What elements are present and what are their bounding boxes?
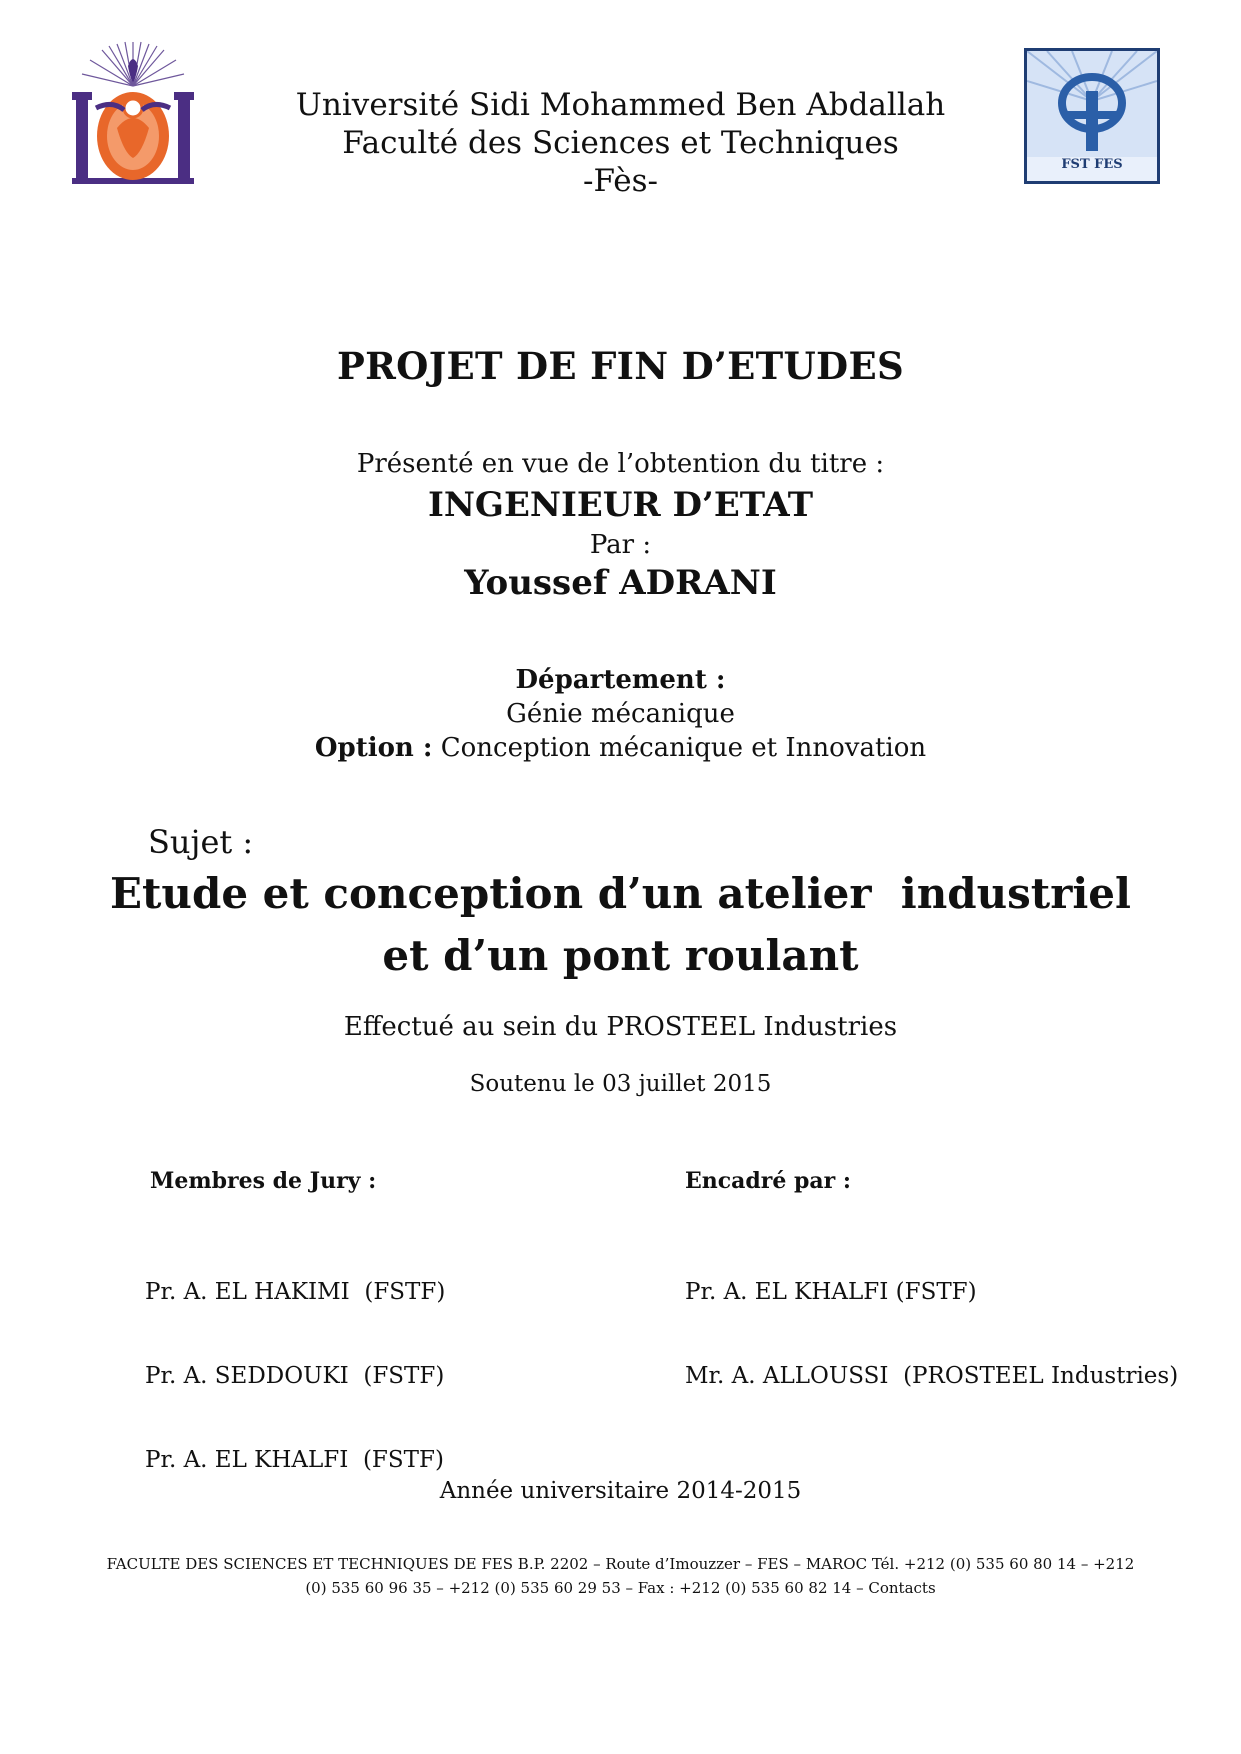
document-title: PROJET DE FIN D’ETUDES — [337, 344, 904, 388]
jury-member: Pr. A. SEDDOUKI (FSTF) — [145, 1363, 445, 1389]
supervisor: Mr. A. ALLOUSSI (PROSTEEL Industries) — [685, 1363, 1179, 1389]
supervisor: Pr. A. EL KHALFI (FSTF) — [685, 1279, 977, 1305]
footer-address — [0, 1552, 1241, 1600]
supervisors-list — [685, 1222, 1178, 1418]
degree-title: INGENIEUR D’ETAT — [427, 485, 814, 525]
option-value: Conception mécanique et Innovation — [432, 733, 927, 763]
university-name: Université Sidi Mohammed Ben Abdallah — [295, 87, 946, 123]
institution-header — [0, 86, 1241, 200]
option-label: Option : — [314, 733, 433, 763]
defense-date: Soutenu le 03 juillet 2015 — [469, 1071, 772, 1097]
jury-member: Pr. A. EL HAKIMI (FSTF) — [145, 1279, 446, 1305]
by-label: Par : — [589, 530, 652, 560]
subject-label: Sujet : — [148, 823, 254, 861]
department-name: Génie mécanique — [506, 699, 735, 729]
jury-list — [145, 1222, 445, 1502]
presented-for-text: Présenté en vue de l’obtention du titre : — [356, 449, 885, 479]
academic-year: Année universitaire 2014-2015 — [439, 1478, 802, 1504]
footer-line1: FACULTE DES SCIENCES ET TECHNIQUES DE FES B.P. 2202 – Route d’Imouzzer – FES – MAROC Tél. +212 (0) 535 60 80 14 – +212 — [106, 1555, 1135, 1573]
author-name: Youssef ADRANI — [464, 563, 777, 603]
supervisors-title: Encadré par : — [685, 1168, 852, 1194]
fst-fes-logo-text: FST FES — [1061, 157, 1123, 172]
footer-line2: (0) 535 60 96 35 – +212 (0) 535 60 29 53 – Fax : +212 (0) 535 60 82 14 – Contacts — [305, 1579, 936, 1597]
jury-title: Membres de Jury : — [150, 1168, 377, 1194]
city-name: -Fès- — [582, 163, 659, 199]
jury-member: Pr. A. EL KHALFI (FSTF) — [145, 1447, 444, 1473]
faculty-name: Faculté des Sciences et Techniques — [342, 125, 899, 161]
subject-title-line1: Etude et conception d’un atelier industriel — [110, 869, 1131, 918]
subject-title-line2: et d’un pont roulant — [382, 931, 859, 980]
company-line: Effectué au sein du PROSTEEL Industries — [343, 1012, 898, 1042]
department-label: Département : — [515, 665, 726, 695]
option-line — [0, 733, 1241, 763]
